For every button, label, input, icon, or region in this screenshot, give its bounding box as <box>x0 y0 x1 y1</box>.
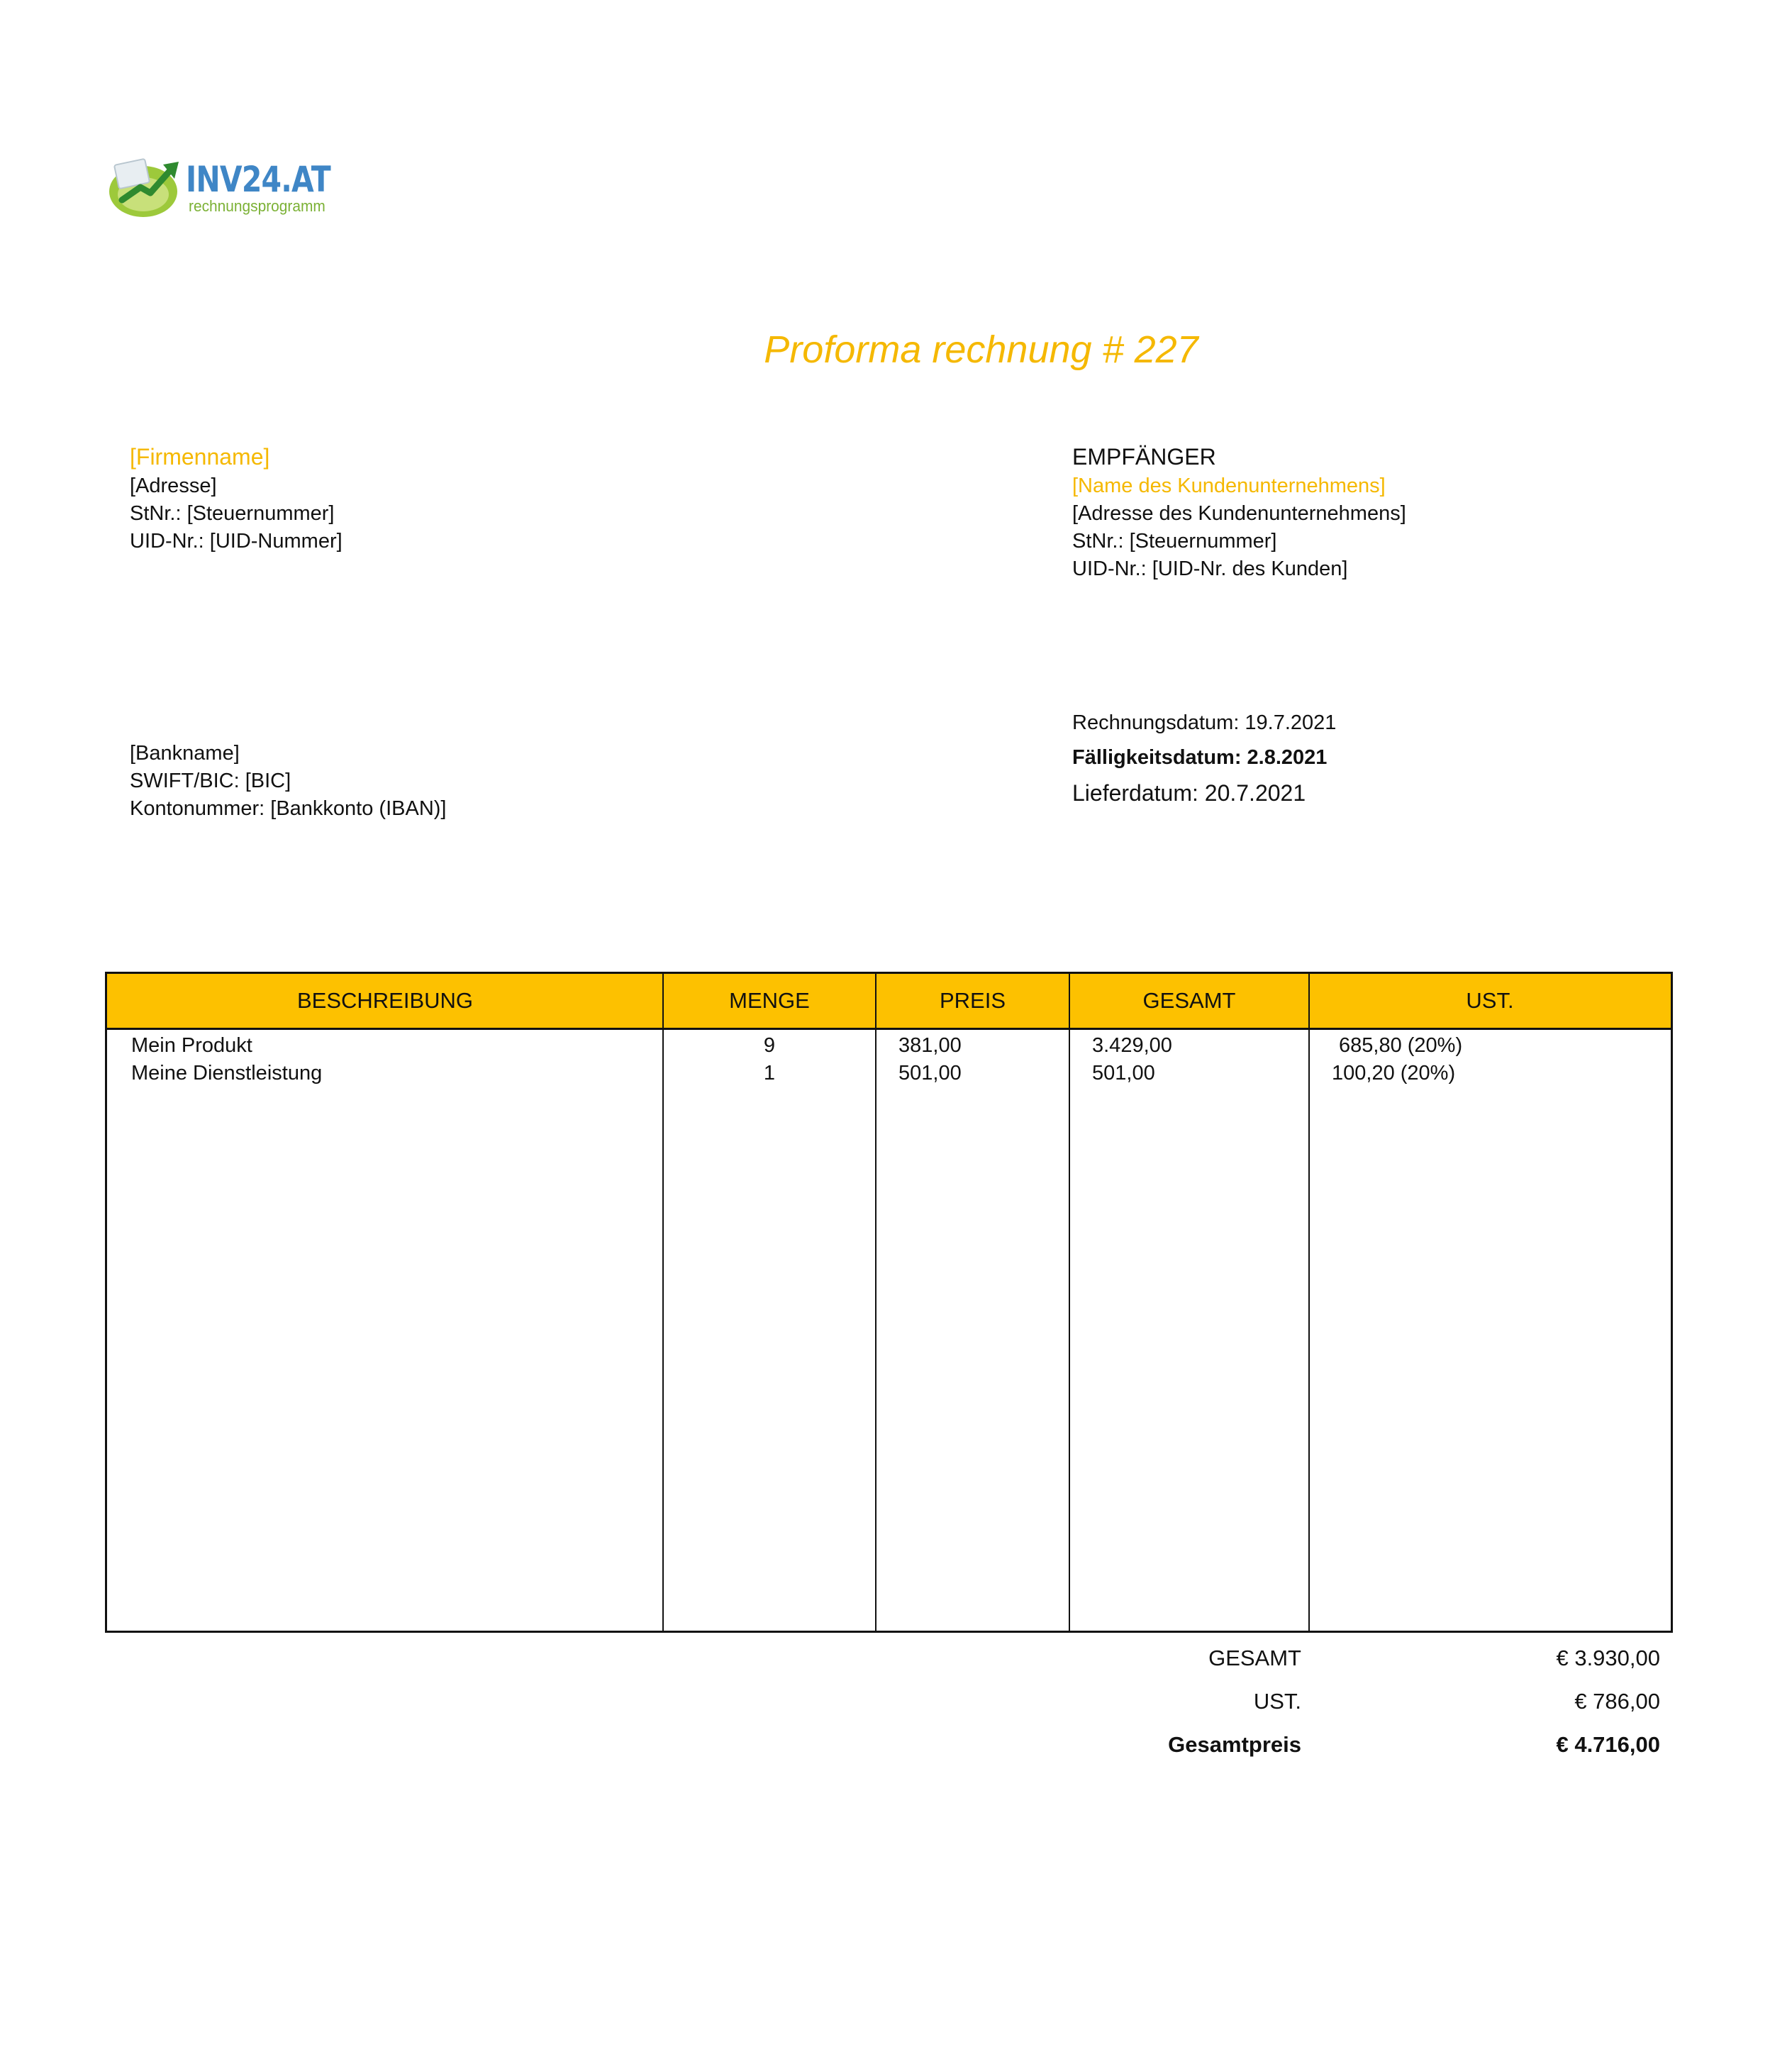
logo-brand: INV24.AT <box>186 159 330 200</box>
row-total: 501,00 <box>1092 1062 1155 1084</box>
recipient-tax-no: StNr.: [Steuernummer] <box>1072 530 1277 553</box>
table-header <box>107 974 1671 1030</box>
header-total: GESAMT <box>1142 988 1236 1013</box>
bank-block <box>130 740 446 823</box>
sender-address: [Adresse] <box>130 475 217 497</box>
vat-total-label: UST. <box>1253 1689 1301 1714</box>
subtotal-label: GESAMT <box>1208 1646 1301 1670</box>
table-row <box>107 1032 1671 1060</box>
row-vat: 100,20 (20%) <box>1332 1062 1456 1084</box>
sender-company: [Firmenname] <box>130 444 270 470</box>
subtotal-value: € 3.930,00 <box>1556 1646 1660 1670</box>
recipient-company: [Name des Kundenunternehmens] <box>1072 475 1386 497</box>
recipient-address: [Adresse des Kundenunternehmens] <box>1072 502 1406 525</box>
row-description: Meine Dienstleistung <box>131 1062 323 1084</box>
invoice-date: Rechnungsdatum: 19.7.2021 <box>1072 711 1337 734</box>
recipient-heading: EMPFÄNGER <box>1072 444 1216 470</box>
bank-name: [Bankname] <box>130 742 240 765</box>
logo-graphic-icon <box>106 150 184 221</box>
header-price: PREIS <box>939 988 1006 1013</box>
sender-tax-no: StNr.: [Steuernummer] <box>130 502 335 525</box>
header-vat: UST. <box>1466 988 1514 1013</box>
row-quantity: 1 <box>763 1062 776 1084</box>
due-date: Fälligkeitsdatum: 2.8.2021 <box>1072 746 1328 769</box>
header-description: BESCHREIBUNG <box>296 988 474 1013</box>
bank-account: Kontonummer: [Bankkonto (IBAN)] <box>130 797 447 820</box>
row-price: 501,00 <box>898 1062 962 1084</box>
row-description: Mein Produkt <box>131 1034 252 1057</box>
sender-block <box>130 441 343 555</box>
grand-total-value: € 4.716,00 <box>1556 1732 1660 1757</box>
items-table <box>105 972 1673 1633</box>
sender-vat-id: UID-Nr.: [UID-Nummer] <box>130 530 343 553</box>
document-title: Proforma rechnung # 227 <box>764 328 1198 371</box>
row-price: 381,00 <box>898 1034 962 1057</box>
row-vat: 685,80 (20%) <box>1339 1034 1463 1057</box>
recipient-vat-id: UID-Nr.: [UID-Nr. des Kunden] <box>1072 557 1348 580</box>
bank-swift: SWIFT/BIC: [BIC] <box>130 770 291 792</box>
delivery-date: Lieferdatum: 20.7.2021 <box>1072 780 1306 806</box>
table-row <box>107 1060 1671 1087</box>
recipient-block <box>1072 441 1406 583</box>
dates-block <box>1072 705 1336 811</box>
row-total: 3.429,00 <box>1092 1034 1172 1057</box>
vat-total-value: € 786,00 <box>1574 1689 1660 1714</box>
header-quantity: MENGE <box>729 988 810 1013</box>
company-logo <box>106 150 330 228</box>
row-quantity: 9 <box>763 1034 776 1057</box>
grand-total-label: Gesamtpreis <box>1168 1732 1301 1757</box>
logo-tagline: rechnungsprogramm <box>189 197 325 215</box>
